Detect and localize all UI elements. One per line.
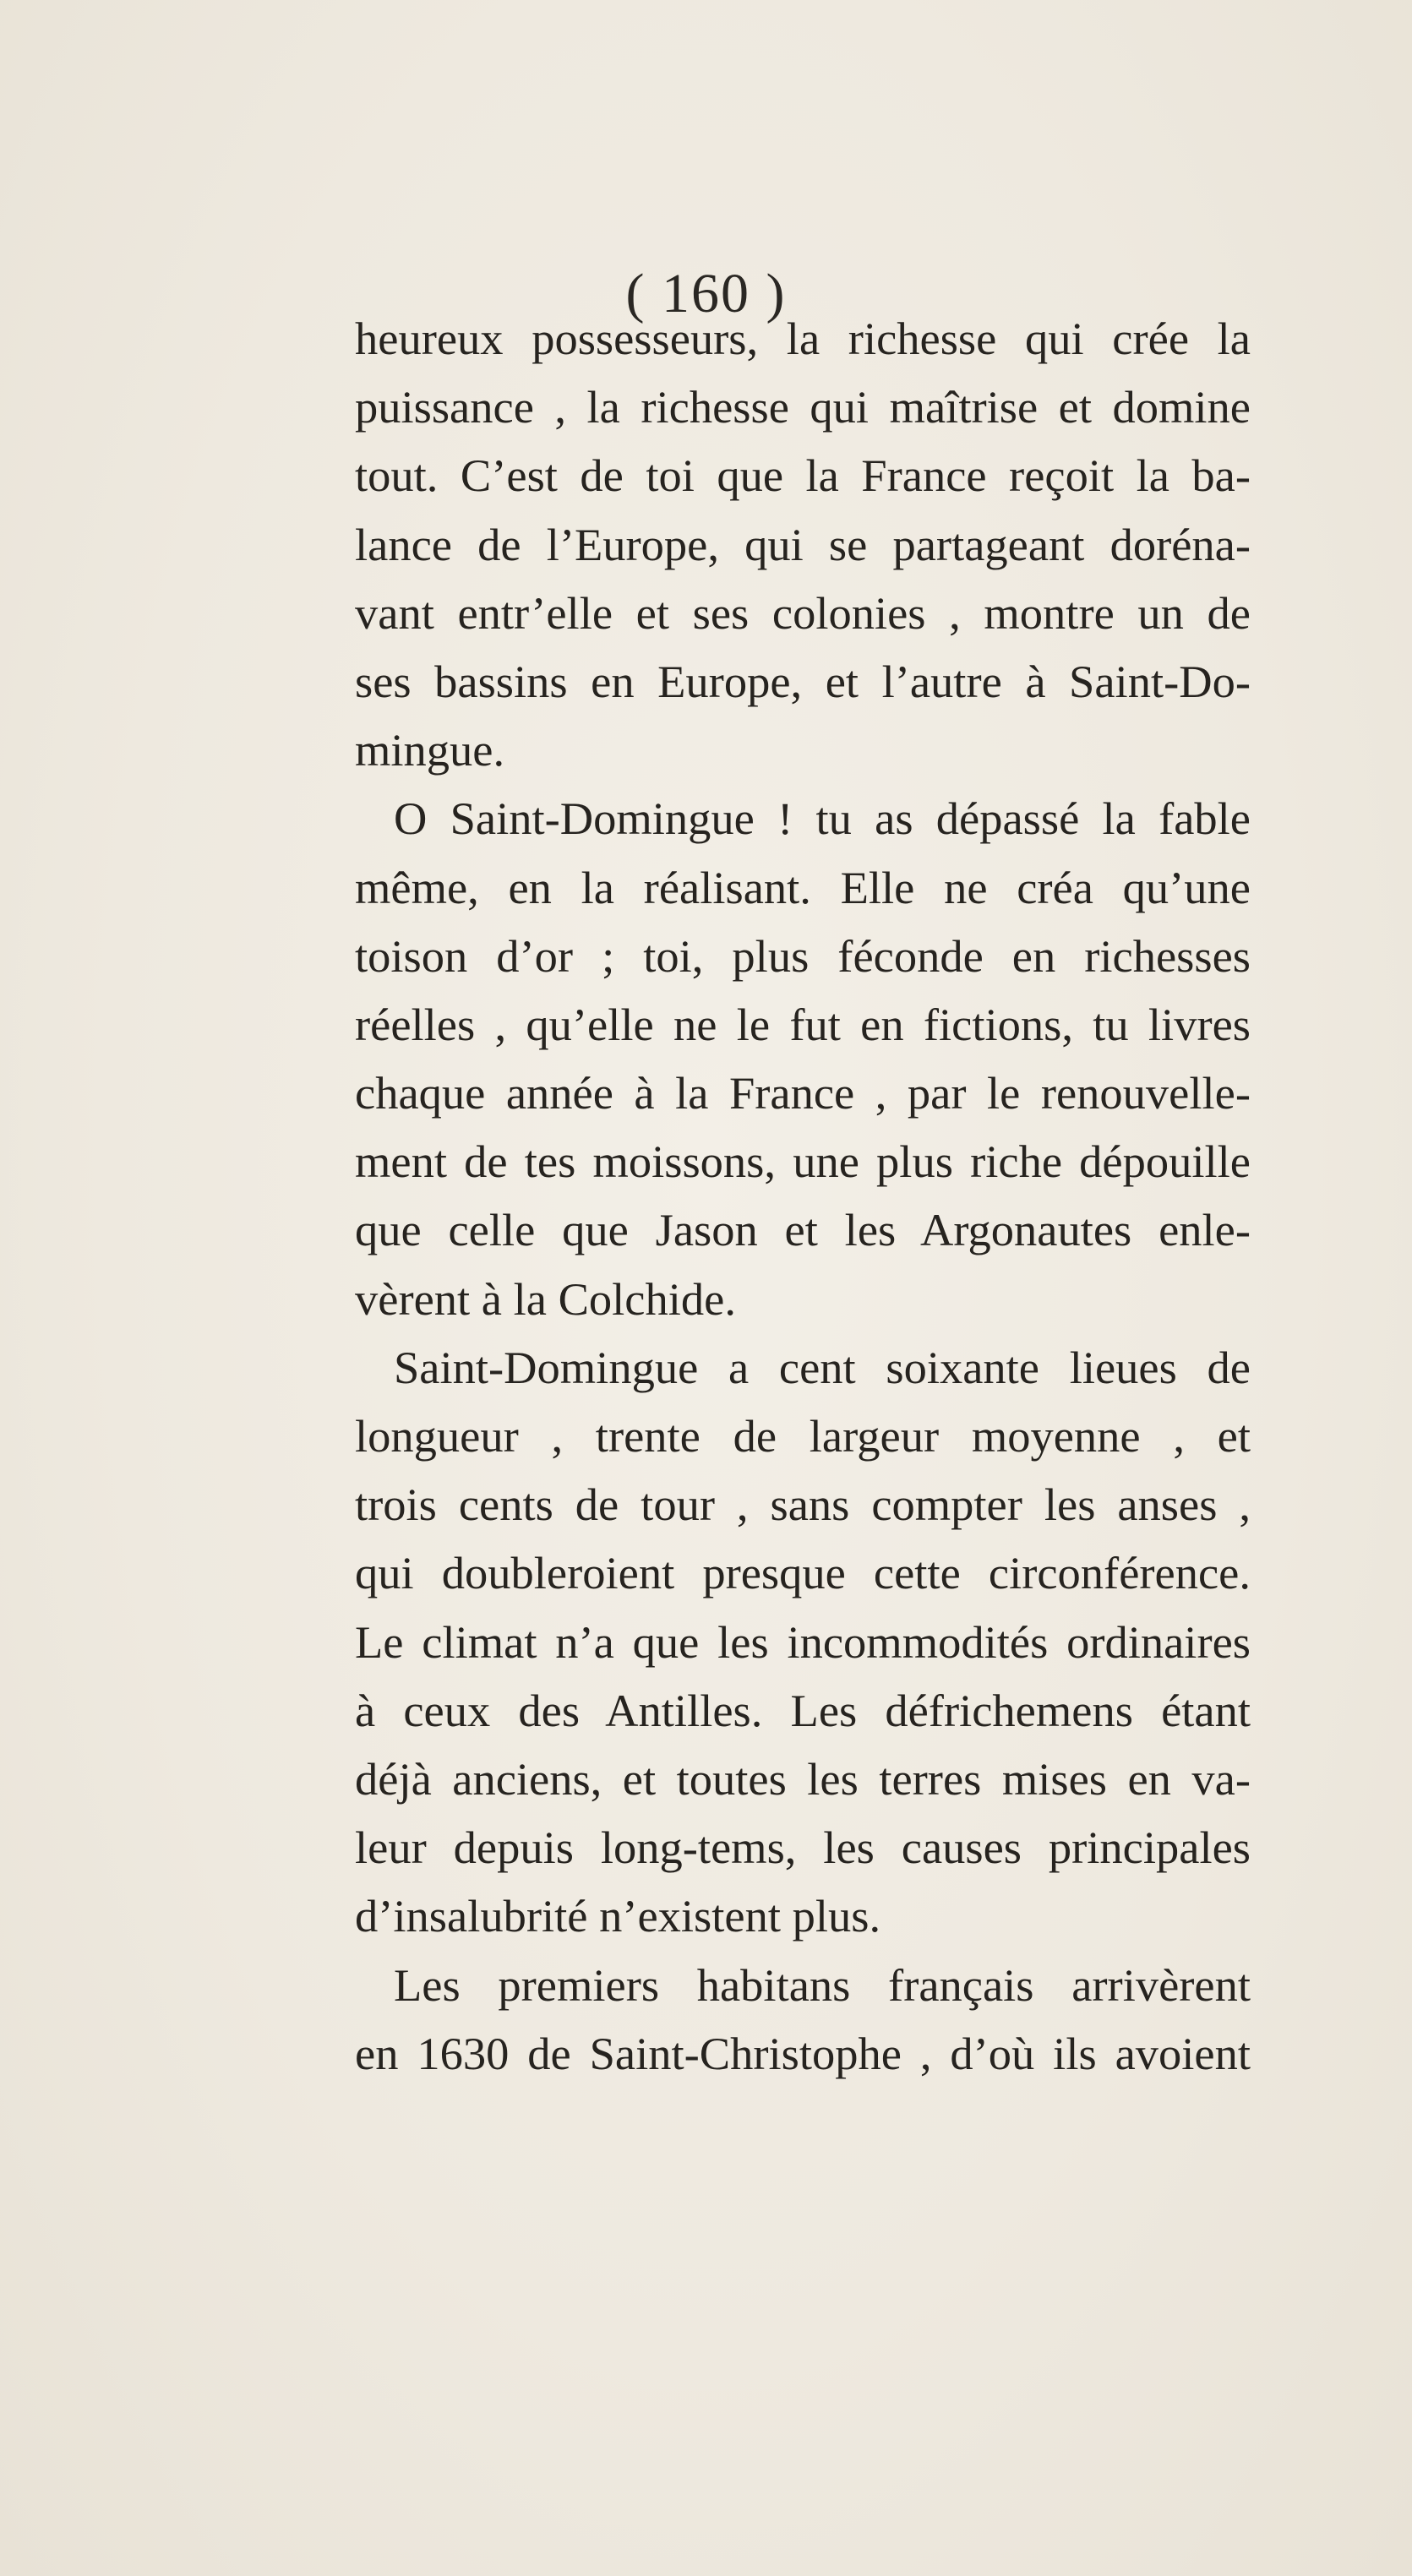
text-line: lance de l’Europe, qui se partageant doréna-: [355, 518, 1251, 570]
text-line: même, en la réalisant. Elle ne créa qu’une: [355, 861, 1251, 913]
text-line: Les premiers habitans français arrivèrent: [394, 1958, 1251, 2011]
text-line: Le climat n’a que les incommodités ordinaires: [355, 1615, 1251, 1668]
text-line: heureux possesseurs, la richesse qui crée la: [355, 313, 1251, 364]
text-line: mingue.: [355, 724, 505, 776]
text-line: vèrent à la Colchide.: [355, 1272, 736, 1325]
text-line: leur depuis long-tems, les causes principales: [355, 1822, 1251, 1874]
text-line: longueur , trente de largeur moyenne , et: [355, 1410, 1251, 1462]
body-text: [355, 304, 1251, 2088]
text-line: chaque année à la France , par le renouvelle-: [355, 1067, 1251, 1119]
text-line: ses bassins en Europe, et l’autre à Saint-Do-: [355, 655, 1251, 707]
text-line: à ceux des Antilles. Les défrichemens étant: [355, 1684, 1251, 1736]
page-number: ( 160 ): [625, 263, 787, 324]
text-line: Saint-Domingue a cent soixante lieues de: [394, 1341, 1251, 1393]
text-line: O Saint-Domingue ! tu as dépassé la fable: [394, 792, 1251, 845]
text-line: trois cents de tour , sans compter les anses ,: [355, 1479, 1251, 1531]
text-line: qui doubleroient presque cette circonférence.: [355, 1547, 1251, 1599]
text-line: ment de tes moissons, une plus riche dépouille: [355, 1136, 1251, 1188]
text-line: déjà anciens, et toutes les terres mises en va-: [355, 1752, 1251, 1805]
text-line: tout. C’est de toi que la France reçoit la ba-: [355, 449, 1251, 502]
text-line: en 1630 de Saint-Christophe , d’où ils avoient: [355, 2027, 1251, 2079]
text-line: que celle que Jason et les Argonautes enle-: [355, 1204, 1251, 1256]
text-line: d’insalubrité n’existent plus.: [355, 1890, 881, 1942]
text-line: réelles , qu’elle ne le fut en fictions, tu livres: [355, 998, 1251, 1050]
text-line: puissance , la richesse qui maîtrise et domine: [355, 381, 1251, 433]
text-line: vant entr’elle et ses colonies , montre un de: [355, 586, 1251, 639]
text-line: toison d’or ; toi, plus féconde en richesses: [355, 929, 1251, 982]
